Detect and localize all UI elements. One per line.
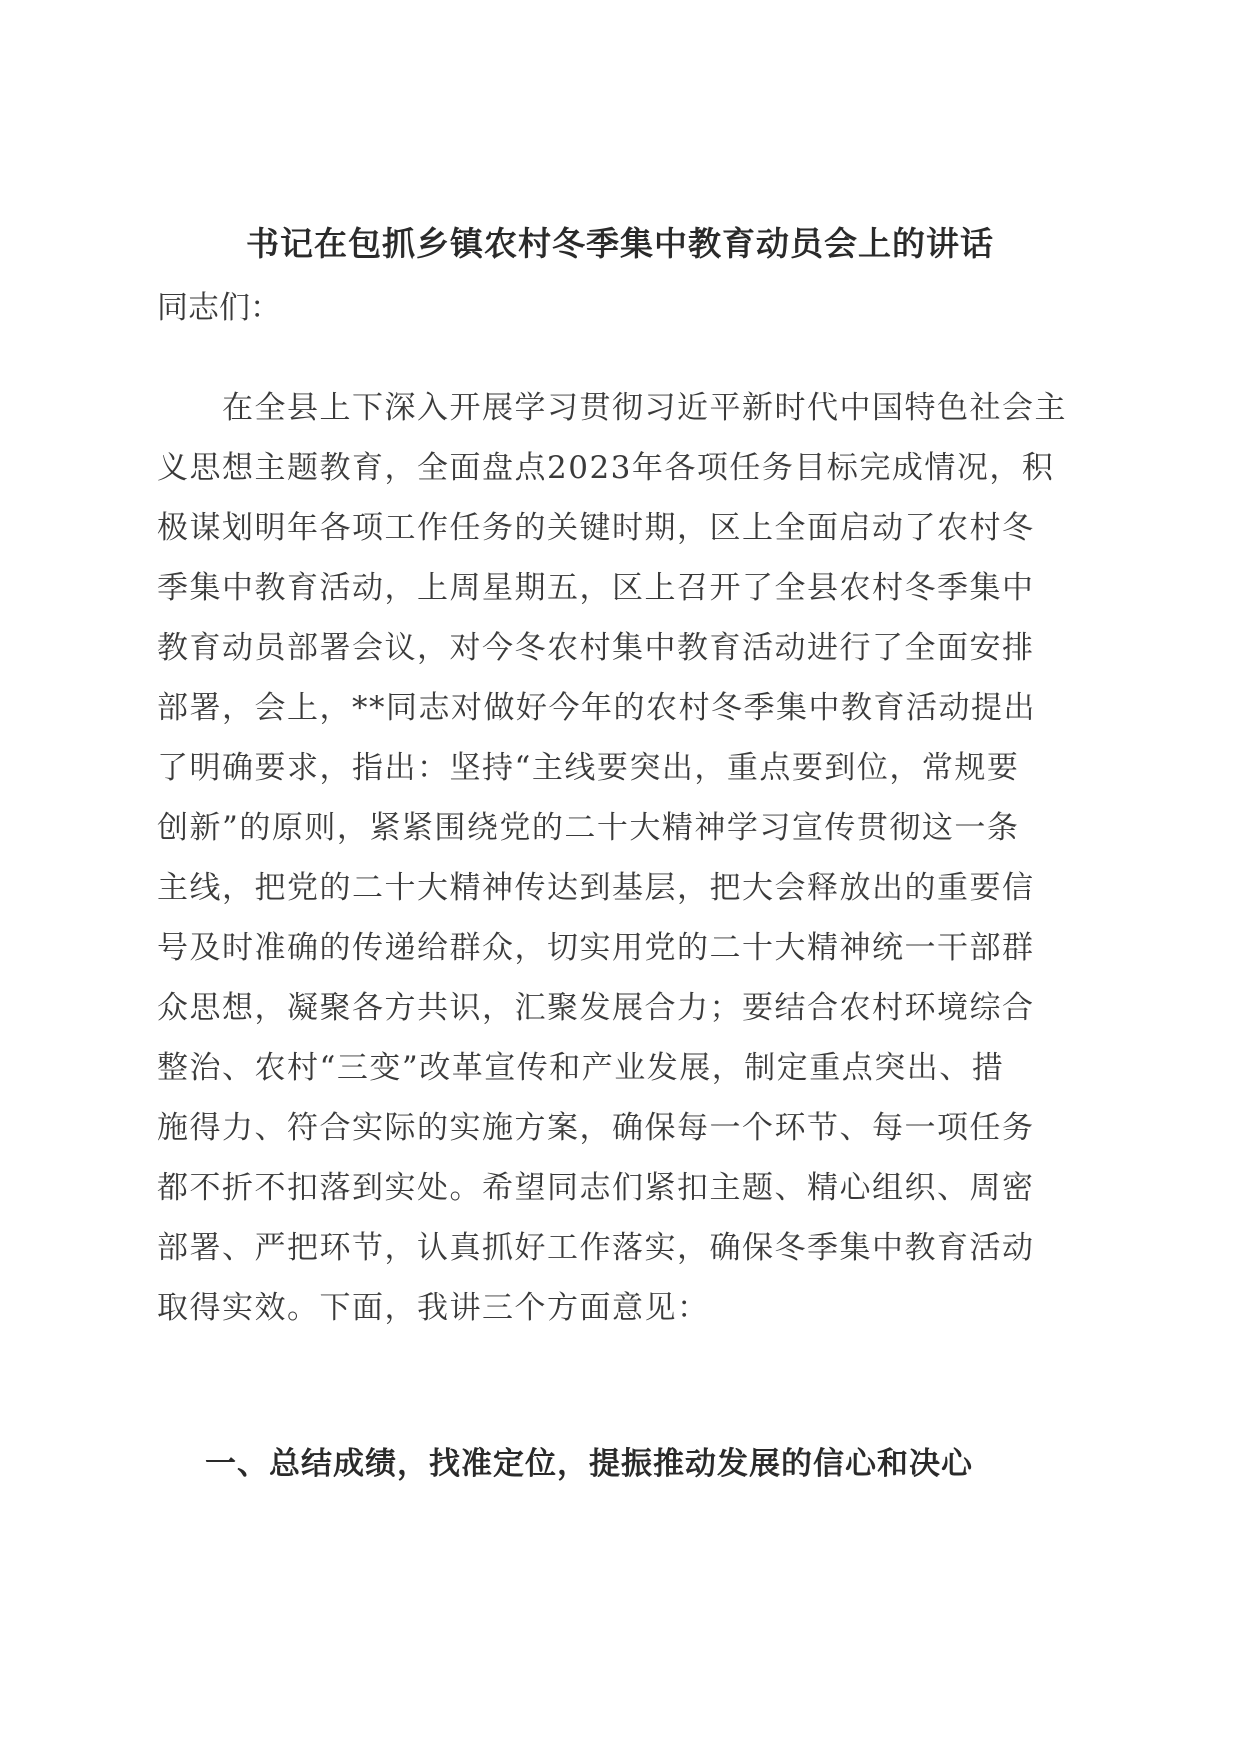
paragraph-line: 众思想，凝聚各方共识，汇聚发展合力；要结合农村环境综合 [157, 990, 1035, 1026]
paragraph-line: 在全县上下深入开展学习贯彻习近平新时代中国特色社会主 [157, 390, 1067, 426]
paragraph-line: 号及时准确的传递给群众，切实用党的二十大精神统一干部群 [157, 930, 1035, 966]
paragraph-line: 施得力、符合实际的实施方案，确保每一个环节、每一项任务 [157, 1110, 1035, 1146]
paragraph-line: 部署，会上，**同志对做好今年的农村冬季集中教育活动提出 [157, 690, 1036, 726]
paragraph-line: 了明确要求，指出：坚持“主线要突出，重点要到位，常规要 [157, 750, 1020, 786]
paragraph-line: 极谋划明年各项工作任务的关键时期，区上全面启动了农村冬 [157, 510, 1035, 546]
body-paragraph [157, 378, 1087, 1338]
paragraph-line: 创新”的原则，紧紧围绕党的二十大精神学习宣传贯彻这一条 [157, 810, 1020, 846]
salutation: 同志们： [157, 290, 281, 326]
paragraph-line: 义思想主题教育，全面盘点2023年各项任务目标完成情况，积 [157, 450, 1055, 486]
paragraph-line: 主线，把党的二十大精神传达到基层，把大会释放出的重要信 [157, 870, 1035, 906]
paragraph-line: 教育动员部署会议，对今冬农村集中教育活动进行了全面安排 [157, 630, 1035, 666]
paragraph-line: 整治、农村“三变”改革宣传和产业发展，制定重点突出、措 [157, 1050, 1005, 1086]
paragraph-line: 取得实效。下面，我讲三个方面意见： [157, 1290, 710, 1326]
paragraph-line: 季集中教育活动，上周星期五，区上召开了全县农村冬季集中 [157, 570, 1035, 606]
section-heading: 一、总结成绩，找准定位，提振推动发展的信心和决心 [205, 1446, 973, 1482]
paragraph-line: 都不折不扣落到实处。希望同志们紧扣主题、精心组织、周密 [157, 1170, 1035, 1206]
paragraph-line: 部署、严把环节，认真抓好工作落实，确保冬季集中教育活动 [157, 1230, 1035, 1266]
document-title: 书记在包抓乡镇农村冬季集中教育动员会上的讲话 [246, 224, 994, 263]
